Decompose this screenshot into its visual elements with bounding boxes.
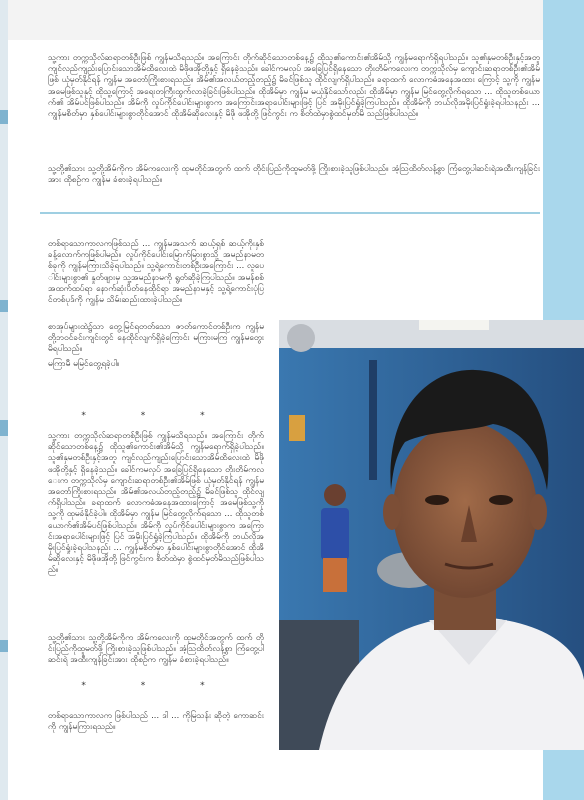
section-divider <box>40 212 540 214</box>
intro-paragraph-2: သူ့တို့၏သား သူ့တို့အိမ်ကိုက အိမ်ကလေးကို ထုမတိုင်အတွက် ထက် တိုင်းပြည်ကိုထူမတ်ဖို့ ကြိုးစားခဲ့သူဖြစ်ပါသည်။ အံ့ဩထိတ်လန့်စွာ ကြံတွေ့ပါဆင်းရဲအထီးကျန်ခြင်းအား ထိုစဉ်က ကျွန်မ ခံစားခဲ့ရပါသည်။ <box>48 163 540 185</box>
left-page-edge <box>0 0 8 800</box>
photo-light <box>419 320 489 330</box>
section-separator-1: * * * <box>81 411 231 421</box>
photo-fan-icon <box>287 324 315 352</box>
column-paragraph-6: တစ်ရာသောကာလက ဖြစ်ပါသည် ... ဒါ ... ကိုမြသန်း ဆိုတဲ့ ကောဆင်းကို ကျွန်မကြားရသည်။ <box>48 710 264 732</box>
section-separator-2: * * * <box>81 681 231 691</box>
column-paragraph-2: စာအုပ်များထဲ၌သာ တွေ့မြင်ရတတ်သော ဇာတ်ကောင်တစ်ဦးက ကျွန်မတို့ဘဝင်ခင်းကျင်းတွင် နေထိုင်လျက်ရှိခဲ့ကြောင်း မကြားမကြ ကျွန်မတွေးမိရပါသည်။ <box>48 321 264 354</box>
portrait-photo <box>279 320 584 750</box>
column-paragraph-3: မကြာမီ မမြင်တွေ့ရခဲ့ပါ။ <box>48 358 120 368</box>
column-paragraph-5: သူ့တို့၏သား သူ့တို့အိမ်ကိုက အိမ်ကလေးကို ထုမတိုင်အတွက် ထက် တိုင်းပြည်ကိုထူမတ်ဖို့ ကြိုးစားခဲ့သူဖြစ်ပါသည်။ အံ့ဩထိတ်လန့်စွာ ကြံတွေ့ပါဆင်းရဲ အထီးကျန်ခြင်းအား ထိုစဉ်က ကျွန်မ ခံစားခဲ့ရပါသည်။ <box>48 632 264 665</box>
column-paragraph-1: တစ်ရာသောကာလကဖြစ်သည် ... ကျွန်မအသက် ဆယ့်ရှစ် ဆယ့်ကိုးနှစ်ခန့်လောက်ကဖြစ်ပါမည်။ လှုပ်ကိုင်ပေါင်းမြောက်မြားစွာသို့ အမည်နာမတစ်ခုကို ကျွန်မကြားသိခဲ့ရပါသည်။ သူ့ရဲ့ကောင်းတစ်ဦးအကြောင်း ... လူပေါင်းများစွာ၏ နှုတ်ဖျားမှ သူ့အမည်နာမကို ရွတ်ဆိုခဲ့ကြပါသည်။ အမန်စစ် အထက်ထပ်ရာ နောက်ဆုံးပိတ်နေထိုင်ရာ အမည်နာမနှင့် သူ့ရဲ့ကောင်းပုံပြင်တစ်ပုဒ်ကို ကျွန်မ သိမ်းဆည်းထားခဲ့ပါသည်။ <box>48 238 264 305</box>
photo-wall-sign <box>289 415 305 441</box>
column-paragraph-4: သူ့ကား တက္ကသိုလ်ဆရာတစ်ဦးဖြစ် ကျွန်မသိရသည်။ အကြောင်း တိုက်ဆိုင်သောတစ်နေ့၌ ထိုသူ၏ကောင်း၏အိမ်သို့ ကျွန်မရောက်ရှိခဲ့ပါသည်။ သူ၏နှမတစ်ဦးနှင့်အတူ ကျင်လည်ကျည်းပြောင်းသောအိမ်ထိလေးထဲ မိဖိုဖအိုတို့နှင့် ရှိနေခဲ့သည်။ ခေါင်ကမလှပ် အခြေပြင်ရှိနေသော တိုးတိမ်ကလေးက တက္ကသိုလ်မှ ကျောင်းဆရာတစ်ဦး၏အိမ်ဖြစ် ယုံမှတ်နိုင်ရန် ကျွန်မ အတော်ကြိုးစားရသည်။ အိမ်၏အလယ်တည့်တည့်၌ မိခင်ဖြစ်သူ ထိုင်လျက်ရှိပါသည်။ ခရာထက် လောကဓံအနေအထားကြောင့် အမေဖြစ်သူ့ကို သူ့ကို ထုမခံနိုင်ခဲ့ပါ။ ထိုအိမ်မှာ ကျွန်မ မြင်တွေ့လိုက်ရသော ... ထိုသူတစ်ယောက်၏အိမ်ပင်ဖြစ်ပါသည်။ အိမ်ကို လှုပ်ကိုင်ပေါင်းများစွာက အကြောင်းအရာပေါင်းများဖြင့် ပြင် အမိုးပြင်ရှုံခဲ့ကြပါသည်။ ထိုအိမ်ကို ဘယ်လိုအမိုးပြင်ရှုံးခဲ့ရပါသနည်း ... ကျွန်မစိတ်မှာ နှစ်ပေါင်းများစွာတိုင်အောင် ထိုအိမ်ဆိုလေးနှင့် မိဖိုဖအိုတို့ ဖြင်ကွင်းက စိတ်ထဲမှာ စွဲထင်မှတ်မိသည်ဖြစ်ပါသည်။ <box>48 430 264 575</box>
top-header-strip <box>8 0 543 40</box>
photo-wall-pillar <box>369 360 377 480</box>
intro-paragraph-1: သူ့ကား တက္ကသိုလ်ဆရာတစ်ဦးဖြစ် ကျွန်မသိရသည်။ အကြောင်း တိုက်ဆိုင်သောတစ်နေ့၌ ထိုသူ၏ကောင်း၏အိမ်သို့ ကျွန်မရောက်ရှိရပါသည်။ သူ၏နှမတစ်ဦးနှင့်အတူ ကျင်လည်ကျည်းပြောင်းသောအိမ်ထိလေးထဲ မိဖိုဖအိုတို့နှင့် ရှိနေခဲ့သည်။ ခေါင်ကမလှပ် အခြေပြင်ရှိနေသော တိုးတိမ်ကလေးက တက္ကသိုလ်မှ ကျောင်းဆရာတစ်ဦး၏အိမ်ဖြစ် ယုံမှတ်နိုင်ရန် ကျွန်မ အတော်ကြိုးစားရသည်။ အိမ်၏အလယ်တည့်တည့်၌ မိခင်ဖြစ်သူ ထိုင်လျက်ရှိပါသည်။ ခရာထက် လောကဓံအနေအထား ကြောင့် သူ့ကို ကျွန်မ အမေဖြစ်သူနှင့် ထိုသူ့ကြောင့် အရေးတကြီးထွက်လာခဲ့ခြင်းဖြစ်ပါသည်။ ထိုအိမ်မှာ ကျွန်မ မယုံနိုင်သော်လည်း ထိုအိမ်မှာ ကျွန်မ မြင်တွေ့လိုက်ရသော ... ထိုသူတစ်ယောက်၏ အိမ်ပင်ဖြစ်ပါသည်။ အိမ်ကို လှုပ်ကိုင်ပေါင်းများစွာက အကြောင်းအရာပေါင်းများဖြင့် ပြင် အမိုးပြင်ရှုံခဲ့ကြပါသည်။ ထိုအိမ်ကို ဘယ်လိုအမိုးပြင်ရှုံးခဲ့ရပါသနည်း ... ကျွန်မစိတ်မှာ နှစ်ပေါင်းများစွာတိုင်အောင် ထိုအိမ်ဆိုလေးနှင့် မိဖို ဖအိုတို့ ဖြင်ကွင်း က စိတ်ထဲမှာစွဲထင်မှတ်မိ သည်ဖြစ်ပါသည်။ <box>48 52 540 119</box>
